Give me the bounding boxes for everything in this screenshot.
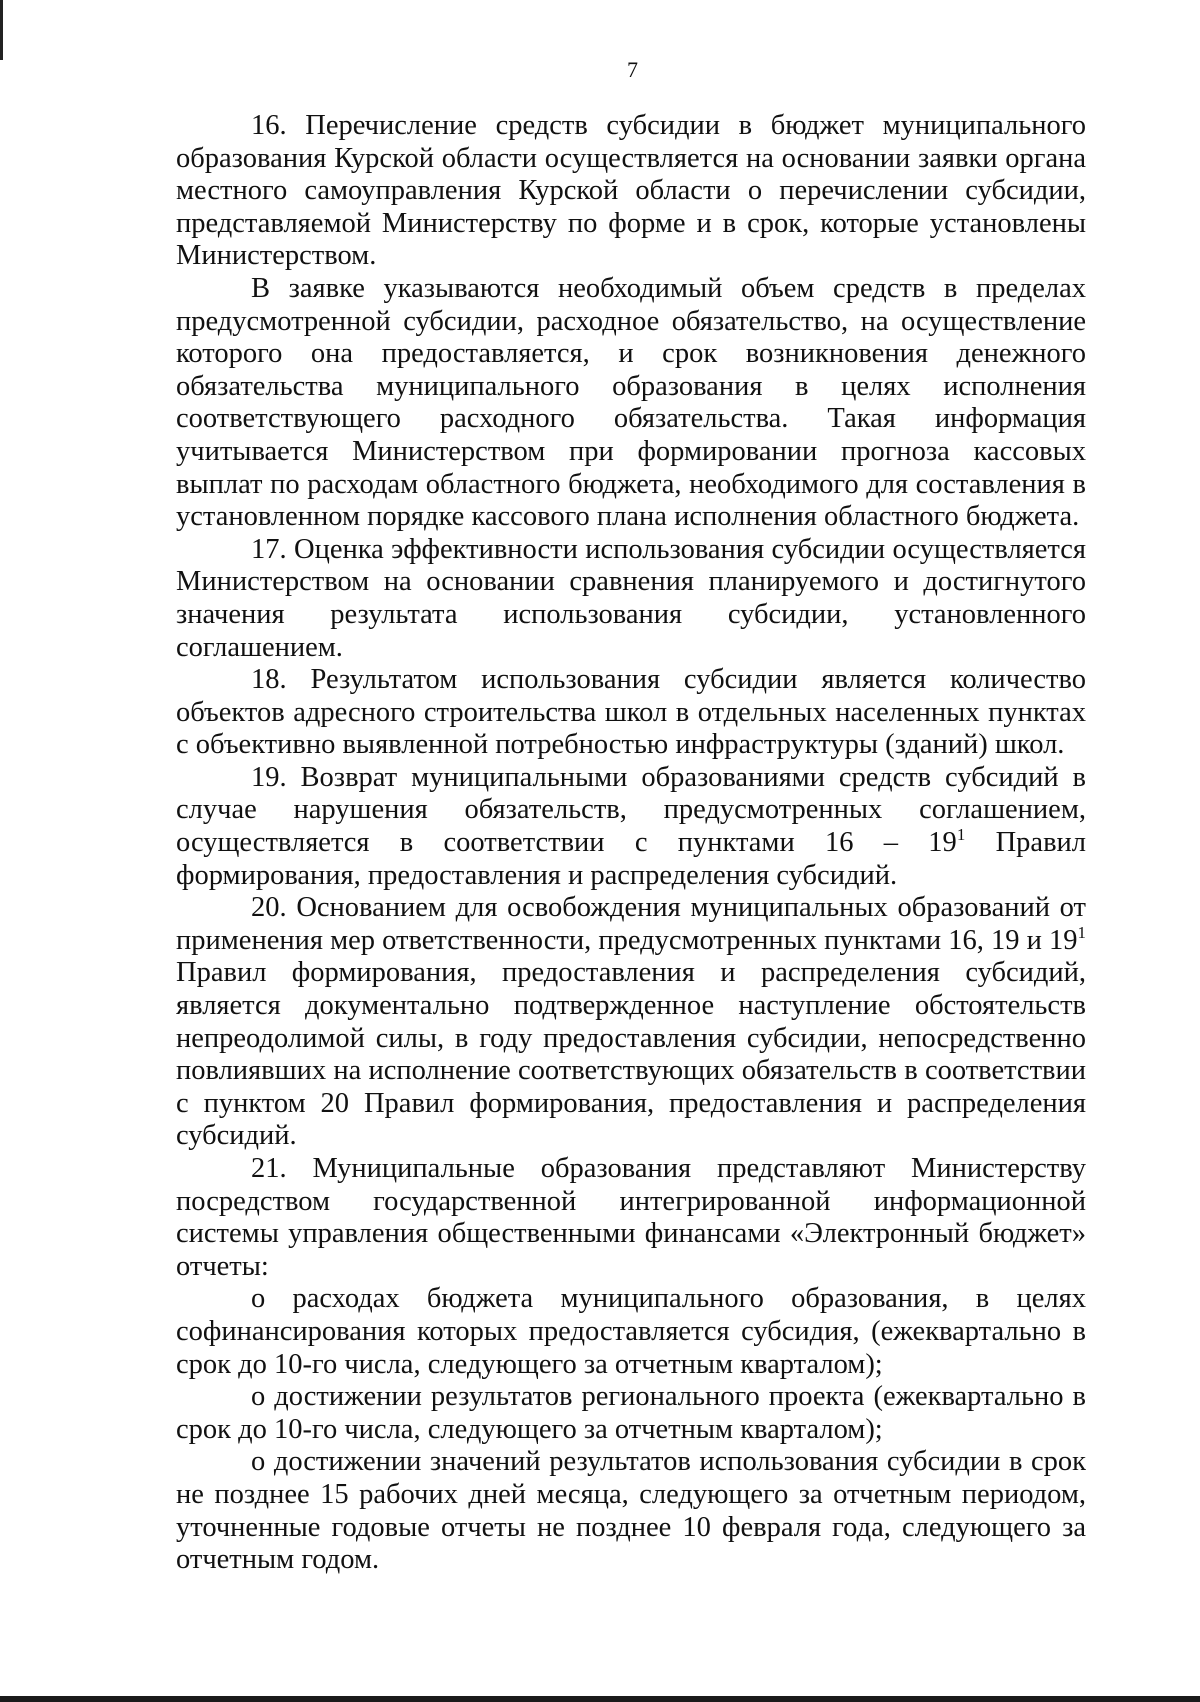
superscript-marker: 1 (956, 825, 966, 845)
paragraph-19 (176, 762, 1086, 892)
paragraph-19-text-start: 19. Возврат муниципальными образованиями средств субсидий в случае нарушения обязательств, предусмотренных соглашением, осуществляется в соответствии с пунктами 16 – 19 (176, 761, 1086, 859)
paragraph-18: 18. Результатом использования субсидии является количество объектов адресного строительства школ в отдельных населенных пунктах с объективно выявленной потребностью инфраструктуры (зданий) школ. (176, 664, 1086, 761)
paragraph-20-text-end: Правил формирования, предоставления и распределения субсидий, является документально подтвержденное наступление обстоятельств непреодолимой силы, в году предоставления субсидии, непосредственно повлиявших на исполнение соответствующих обязательств в соответствии с пунктом 20 Правил формирования, предоставления и распределения субсидий. (176, 957, 1086, 1152)
superscript-marker: 1 (1077, 922, 1086, 942)
paragraph-20-text-start: 20. Основанием для освобождения муниципальных образований от применения мер ответственности, предусмотренных пунктами 16, 19 и 19 (176, 892, 1086, 956)
paragraph-21: 21. Муниципальные образования представляют Министерству посредством государственной интегрированной информационной системы управления общественными финансами «Электронный бюджет» отчеты: (176, 1153, 1086, 1282)
paragraph-21-item-expenses: о расходах бюджета муниципального образования, в целях софинансирования которых предоставляется субсидия, (ежеквартально в срок до 10-го числа, следующего за отчетным кварталом); (176, 1283, 1086, 1380)
paragraph-21-item-result-values: о достижении значений результатов использования субсидии в срок не позднее 15 рабочих дней месяца, следующего за отчетным периодом, уточненные годовые отчеты не позднее 10 февраля года, следующего за отчетным годом. (176, 1446, 1086, 1576)
document-body (176, 110, 1086, 1577)
page-number: 7 (627, 57, 638, 82)
paragraph-20 (176, 892, 1086, 1153)
paragraph-16-request: В заявке указываются необходимый объем средств в пределах предусмотренной субсидии, расходное обязательство, на осуществление которого она предоставляется, и срок возникновения денежного обязательства муниципального образования в целях исполнения соответствующего расходного обязательства. Такая информация учитывается Министерством при формировании прогноза кассовых выплат по расходам областного бюджета, необходимого для составления в установленном порядке кассового плана исполнения областного бюджета. (176, 272, 1086, 533)
scan-edge-bottom (0, 1696, 1200, 1702)
paragraph-17: 17. Оценка эффективности использования субсидии осуществляется Министерством на основании сравнения планируемого и достигнутого значения результата использования субсидии, установленного соглашением. (176, 533, 1086, 663)
scan-edge-left (0, 0, 3, 60)
paragraph-21-item-regional-project: о достижении результатов регионального проекта (ежеквартально в срок до 10-го числа, следующего за отчетным кварталом); (176, 1381, 1086, 1445)
paragraph-19-text-end: Правил формирования, предоставления и распределения субсидий. (176, 827, 1087, 891)
paragraph-16: 16. Перечисление средств субсидии в бюджет муниципального образования Курской области осуществляется на основании заявки органа местного самоуправления Курской области о перечислении субсидии, представляемой Министерству по форме и в срок, которые установлены Министерством. (176, 110, 1086, 272)
